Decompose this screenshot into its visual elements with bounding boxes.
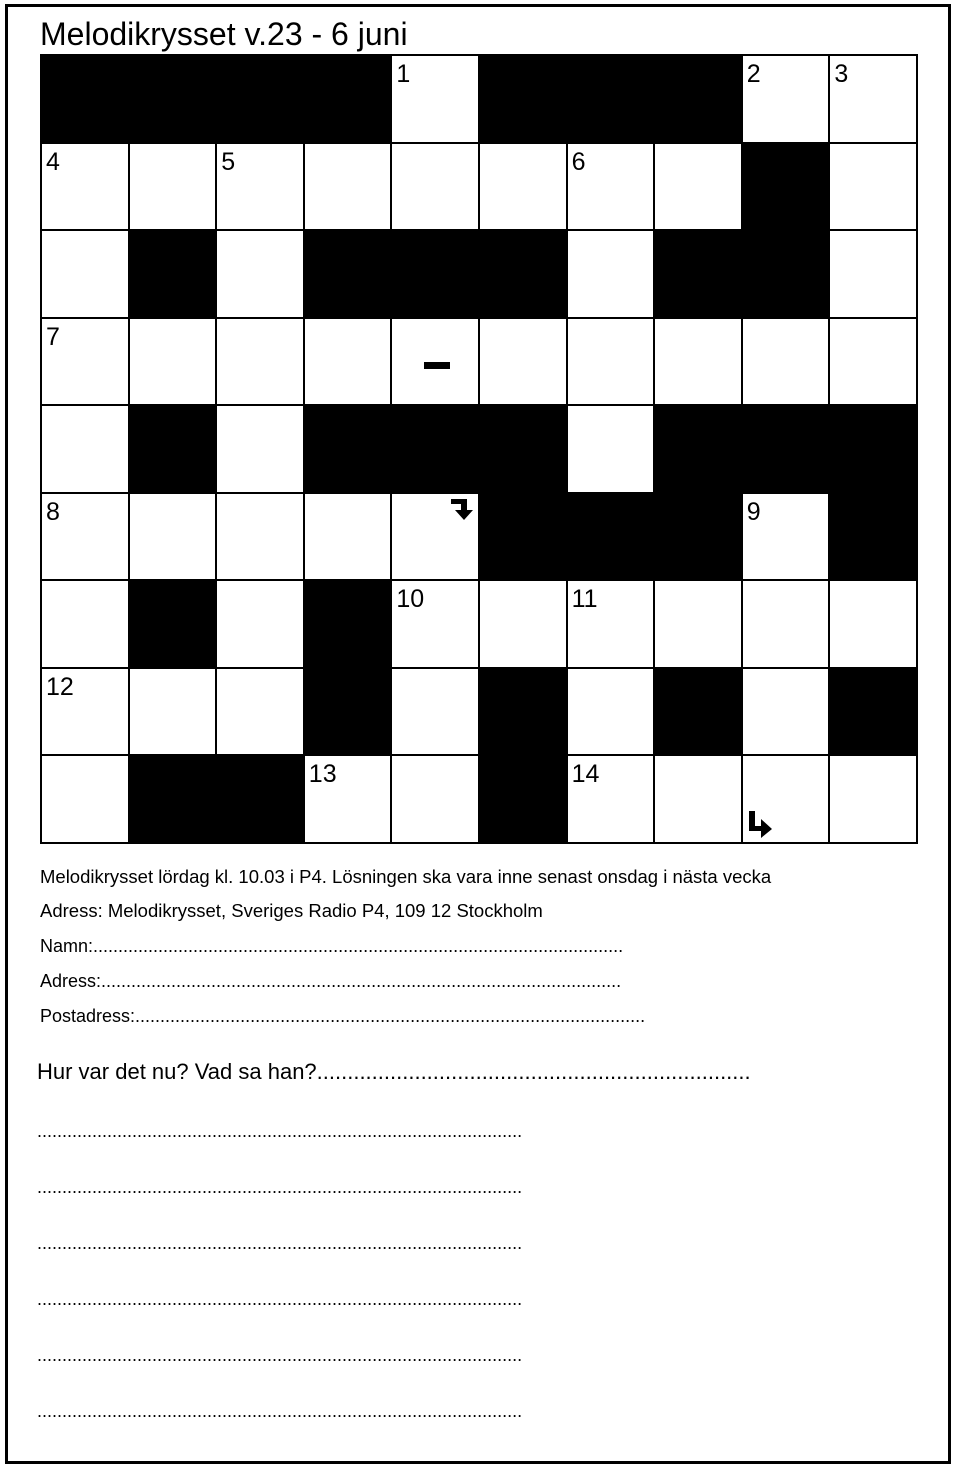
crossword-block — [305, 56, 393, 144]
crossword-cell[interactable] — [568, 406, 656, 494]
crossword-block — [392, 231, 480, 319]
broadcast-info: Melodikrysset lördag kl. 10.03 i P4. Lösningen ska vara inne senast onsdag i nästa vecka — [40, 866, 772, 887]
crossword-block — [480, 231, 568, 319]
crossword-cell[interactable] — [42, 756, 130, 844]
crossword-block — [480, 56, 568, 144]
crossword-cell[interactable] — [655, 319, 743, 407]
crossword-cell[interactable] — [217, 319, 305, 407]
crossword-cell[interactable] — [392, 144, 480, 232]
clue-number: 3 — [834, 60, 849, 88]
crossword-block — [830, 669, 918, 757]
clue-number: 6 — [571, 147, 586, 176]
crossword-cell[interactable] — [305, 319, 393, 407]
crossword-block — [830, 406, 918, 494]
crossword-block — [655, 231, 743, 319]
crossword-block — [568, 494, 656, 582]
answer-line[interactable]: ................................................................................................. — [37, 1345, 523, 1365]
crossword-cell[interactable] — [568, 231, 656, 319]
crossword-block — [42, 56, 130, 144]
crossword-cell[interactable] — [42, 231, 130, 319]
crossword-cell[interactable] — [217, 144, 305, 232]
crossword-cell[interactable] — [130, 669, 218, 757]
crossword-block — [480, 406, 568, 494]
crossword-block — [130, 406, 218, 494]
crossword-cell[interactable] — [392, 756, 480, 844]
answer-line[interactable]: ................................................................................................. — [37, 1401, 523, 1421]
crossword-cell[interactable] — [217, 406, 305, 494]
crossword-cell[interactable] — [392, 319, 480, 407]
crossword-cell[interactable] — [480, 319, 568, 407]
clue-number: 9 — [746, 497, 761, 526]
dash-marker-icon — [424, 357, 450, 375]
crossword-cell[interactable] — [830, 56, 918, 144]
crossword-block — [480, 669, 568, 757]
address-field[interactable]: Adress:........................................................................................................ — [40, 971, 622, 991]
crossword-block — [305, 231, 393, 319]
crossword-cell[interactable] — [743, 581, 831, 669]
crossword-cell[interactable] — [655, 144, 743, 232]
answer-line[interactable]: ................................................................................................. — [37, 1121, 523, 1141]
crossword-cell[interactable] — [217, 231, 305, 319]
crossword-cell[interactable] — [568, 319, 656, 407]
crossword-cell[interactable] — [743, 56, 831, 144]
crossword-cell[interactable] — [130, 494, 218, 582]
crossword-block — [130, 56, 218, 144]
arrow-right-turn-icon — [747, 810, 773, 843]
crossword-cell[interactable] — [655, 756, 743, 844]
crossword-block — [217, 56, 305, 144]
crossword-cell[interactable] — [743, 494, 831, 582]
crossword-cell[interactable] — [743, 756, 831, 844]
crossword-cell[interactable] — [830, 144, 918, 232]
page-title: Melodikrysset v.23 - 6 juni — [40, 16, 408, 52]
crossword-block — [217, 756, 305, 844]
crossword-cell[interactable] — [480, 581, 568, 669]
arrow-down-turn-icon — [450, 496, 476, 527]
crossword-cell[interactable] — [743, 669, 831, 757]
clue-number: 1 — [396, 60, 411, 88]
crossword-block — [305, 669, 393, 757]
answer-line[interactable]: ................................................................................................. — [37, 1289, 523, 1309]
crossword-cell[interactable] — [568, 581, 656, 669]
crossword-cell[interactable] — [830, 756, 918, 844]
crossword-block — [568, 56, 656, 144]
crossword-cell[interactable] — [42, 319, 130, 407]
crossword-cell[interactable] — [42, 669, 130, 757]
crossword-cell[interactable] — [568, 669, 656, 757]
crossword-cell[interactable] — [392, 56, 480, 144]
crossword-block — [743, 406, 831, 494]
bonus-question[interactable]: Hur var det nu? Vad sa han?....................................................................... — [37, 1059, 751, 1084]
crossword-block — [130, 231, 218, 319]
crossword-block — [655, 56, 743, 144]
crossword-cell[interactable] — [42, 406, 130, 494]
clue-number: 14 — [571, 760, 600, 789]
postal-address-field[interactable]: Postadress:...................................................................................................... — [40, 1006, 646, 1026]
crossword-block — [655, 669, 743, 757]
crossword-block — [392, 406, 480, 494]
crossword-cell[interactable] — [830, 231, 918, 319]
crossword-cell[interactable] — [392, 494, 480, 582]
crossword-block — [655, 406, 743, 494]
crossword-block — [130, 756, 218, 844]
clue-number: 8 — [46, 497, 60, 526]
crossword-cell[interactable] — [42, 581, 130, 669]
crossword-block — [830, 494, 918, 582]
crossword-cell[interactable] — [392, 581, 480, 669]
clue-number: 7 — [46, 322, 60, 351]
crossword-cell[interactable] — [42, 494, 130, 582]
crossword-cell[interactable] — [130, 319, 218, 407]
clue-number: 2 — [746, 60, 761, 88]
crossword-cell[interactable] — [655, 581, 743, 669]
clue-number: 13 — [308, 760, 337, 789]
crossword-cell[interactable] — [743, 319, 831, 407]
crossword-cell[interactable] — [568, 144, 656, 232]
crossword-cell[interactable] — [305, 144, 393, 232]
crossword-cell[interactable] — [830, 319, 918, 407]
crossword-cell[interactable] — [217, 494, 305, 582]
crossword-cell[interactable] — [42, 144, 130, 232]
crossword-block — [743, 231, 831, 319]
mail-address: Adress: Melodikrysset, Sveriges Radio P4, 109 12 Stockholm — [40, 900, 543, 921]
crossword-block — [743, 144, 831, 232]
crossword-block — [305, 581, 393, 669]
crossword-cell[interactable] — [480, 144, 568, 232]
crossword-cell[interactable] — [568, 756, 656, 844]
name-field[interactable]: Namn:.......................................................................................................... — [40, 936, 624, 956]
crossword-cell[interactable] — [305, 494, 393, 582]
crossword-cell[interactable] — [830, 581, 918, 669]
clue-number: 4 — [46, 147, 60, 176]
clue-number: 11 — [571, 585, 598, 614]
crossword-block — [305, 406, 393, 494]
crossword-cell[interactable] — [130, 144, 218, 232]
clue-number: 10 — [396, 585, 425, 614]
crossword-block — [480, 494, 568, 582]
crossword-cell[interactable] — [217, 581, 305, 669]
answer-line[interactable]: ................................................................................................. — [37, 1233, 523, 1253]
crossword-cell[interactable] — [217, 669, 305, 757]
answer-line[interactable]: ................................................................................................. — [37, 1177, 523, 1197]
crossword-grid — [40, 54, 918, 844]
clue-number: 5 — [221, 147, 236, 176]
crossword-cell[interactable] — [305, 756, 393, 844]
clue-number: 12 — [46, 672, 74, 701]
crossword-block — [655, 494, 743, 582]
crossword-cell[interactable] — [392, 669, 480, 757]
crossword-block — [130, 581, 218, 669]
crossword-block — [480, 756, 568, 844]
